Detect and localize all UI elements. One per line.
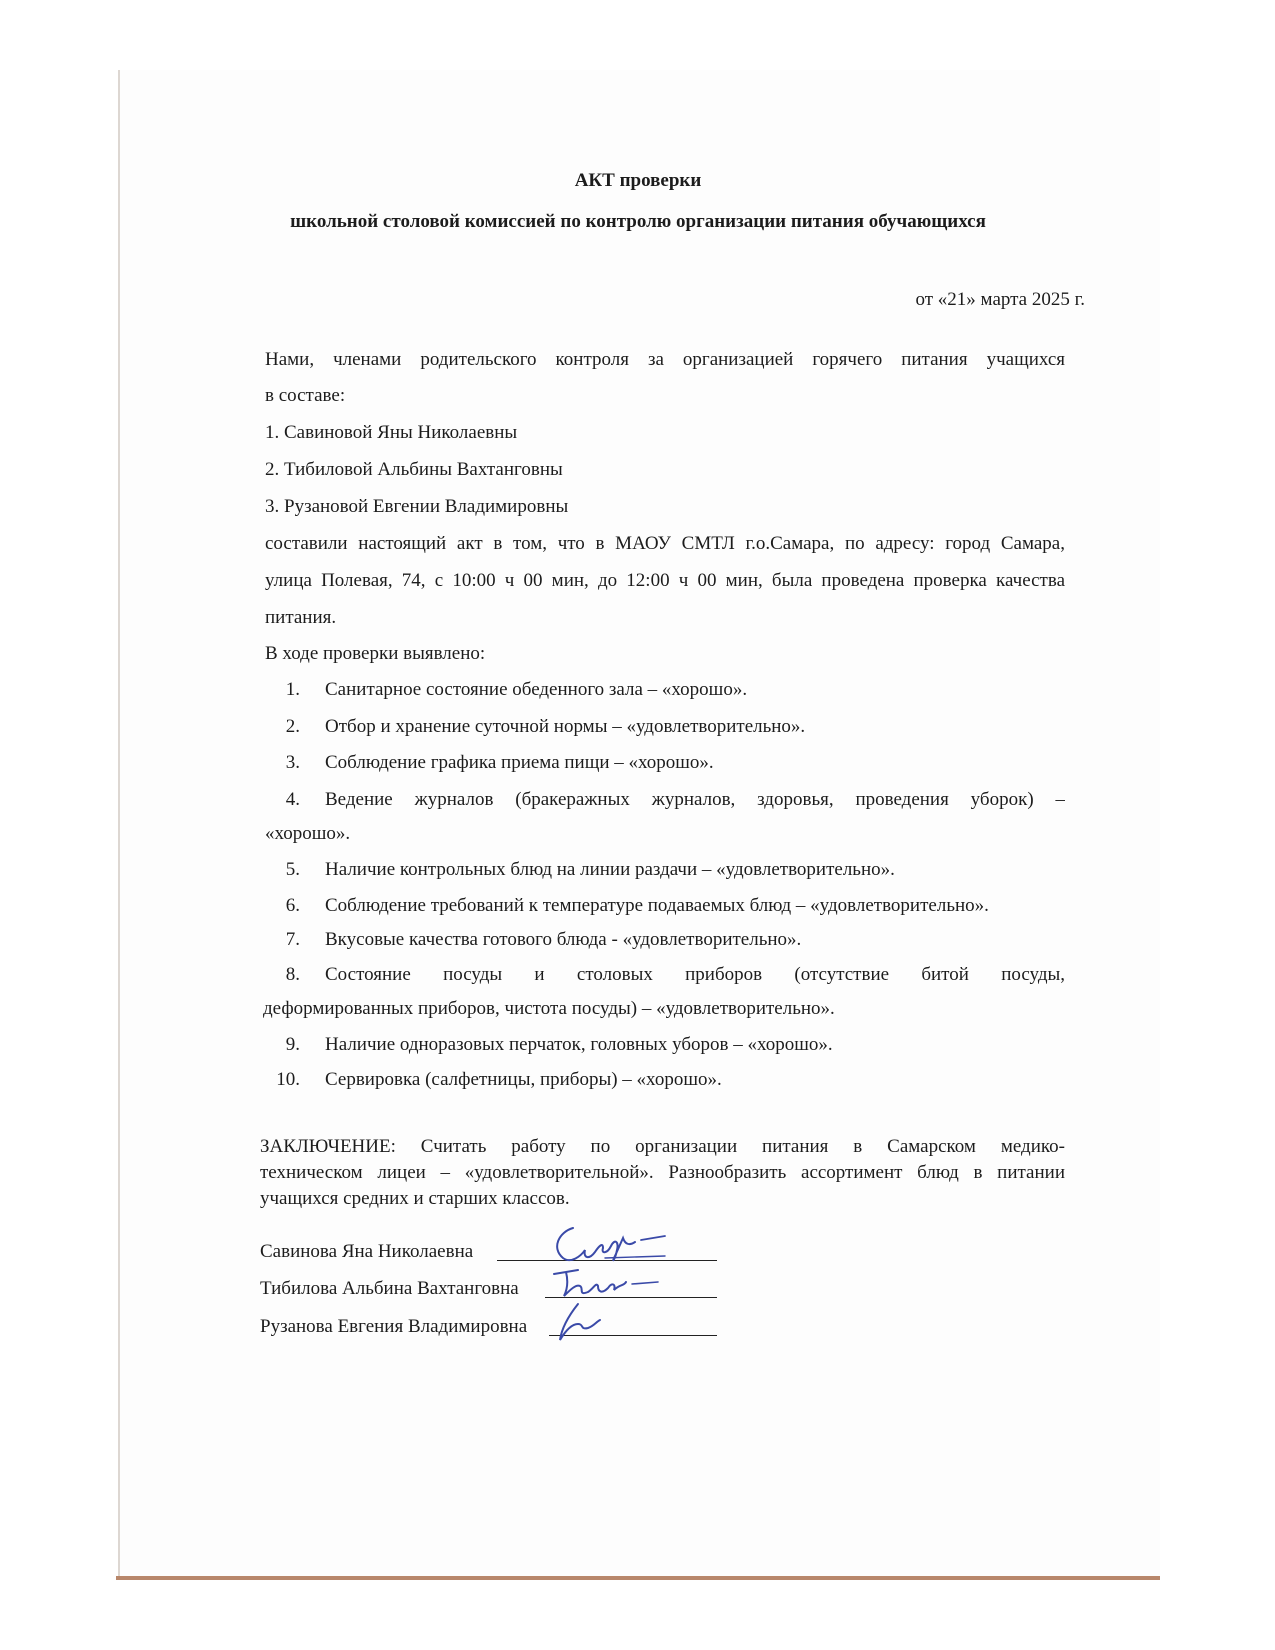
finding-3-text: Соблюдение графика приема пищи – «хорошо». <box>325 752 714 773</box>
finding-8-text: Состояние посуды и столовых приборов (отсутствие битой посуды, <box>325 964 1065 985</box>
signature-1-image <box>545 1218 685 1268</box>
statement-line-2: улица Полевая, 74, с 10:00 ч 00 мин, до 12:00 ч 00 мин, была проведена проверка качества <box>265 570 1065 591</box>
signatory-2-name: Тибилова Альбина Вахтанговна <box>260 1278 519 1299</box>
finding-5-number: 5. <box>285 859 300 880</box>
document-subtitle: школьной столовой комиссией по контролю организации питания обучающихся <box>290 211 986 232</box>
finding-3-number: 3. <box>285 752 300 773</box>
finding-8-continuation: деформированных приборов, чистота посуды) – «удовлетворительно». <box>263 998 835 1019</box>
finding-4-number: 4. <box>285 789 300 810</box>
conclusion-line-1: ЗАКЛЮЧЕНИЕ: Считать работу по организации питания в Самарском медико- <box>260 1136 1065 1157</box>
signature-3-image <box>548 1300 628 1344</box>
finding-10-text: Сервировка (салфетницы, приборы) – «хорошо». <box>325 1069 722 1090</box>
statement-line-1: составили настоящий акт в том, что в МАОУ СМТЛ г.о.Самара, по адресу: город Самара, <box>265 533 1065 554</box>
member-2: 2. Тибиловой Альбины Вахтанговны <box>265 459 563 480</box>
signatory-1-name: Савинова Яна Николаевна <box>260 1241 474 1262</box>
finding-4-continuation: «хорошо». <box>265 823 351 844</box>
page-bottom-edge <box>116 1576 1160 1580</box>
finding-10-number: 10. <box>276 1069 300 1090</box>
finding-2-number: 2. <box>285 716 300 737</box>
finding-2-text: Отбор и хранение суточной нормы – «удовлетворительно». <box>325 716 806 737</box>
finding-6-number: 6. <box>285 895 300 916</box>
finding-7-text: Вкусовые качества готового блюда - «удовлетворительно». <box>325 929 802 950</box>
finding-6-text: Соблюдение требований к температуре подаваемых блюд – «удовлетворительно». <box>325 895 989 916</box>
finding-9-text: Наличие одноразовых перчаток, головных уборов – «хорошо». <box>325 1034 833 1055</box>
finding-4-text: Ведение журналов (бракеражных журналов, здоровья, проведения уборок) – <box>325 789 1065 810</box>
intro-line-2: в составе: <box>265 385 346 406</box>
document-title: АКТ проверки <box>574 170 702 191</box>
member-3: 3. Рузановой Евгении Владимировны <box>265 496 569 517</box>
statement-line-3: питания. <box>265 607 337 628</box>
conclusion-line-2: техническом лицеи – «удовлетворительной». Разнообразить ассортимент блюд в питании <box>260 1162 1065 1183</box>
finding-9-number: 9. <box>285 1034 300 1055</box>
conclusion-line-3: учащихся средних и старших классов. <box>260 1188 570 1209</box>
finding-7-number: 7. <box>285 929 300 950</box>
intro-line-1: Нами, членами родительского контроля за организацией горячего питания учащихся <box>265 349 1065 370</box>
finding-5-text: Наличие контрольных блюд на линии раздачи – «удовлетворительно». <box>325 859 895 880</box>
document-date: от «21» марта 2025 г. <box>915 289 1085 310</box>
member-1: 1. Савиновой Яны Николаевны <box>265 422 518 443</box>
finding-1-text: Санитарное состояние обеденного зала – «хорошо». <box>325 679 748 700</box>
signatory-3-name: Рузанова Евгения Владимировна <box>260 1316 528 1337</box>
finding-1-number: 1. <box>285 679 300 700</box>
findings-heading: В ходе проверки выявлено: <box>265 643 486 664</box>
finding-8-number: 8. <box>285 964 300 985</box>
